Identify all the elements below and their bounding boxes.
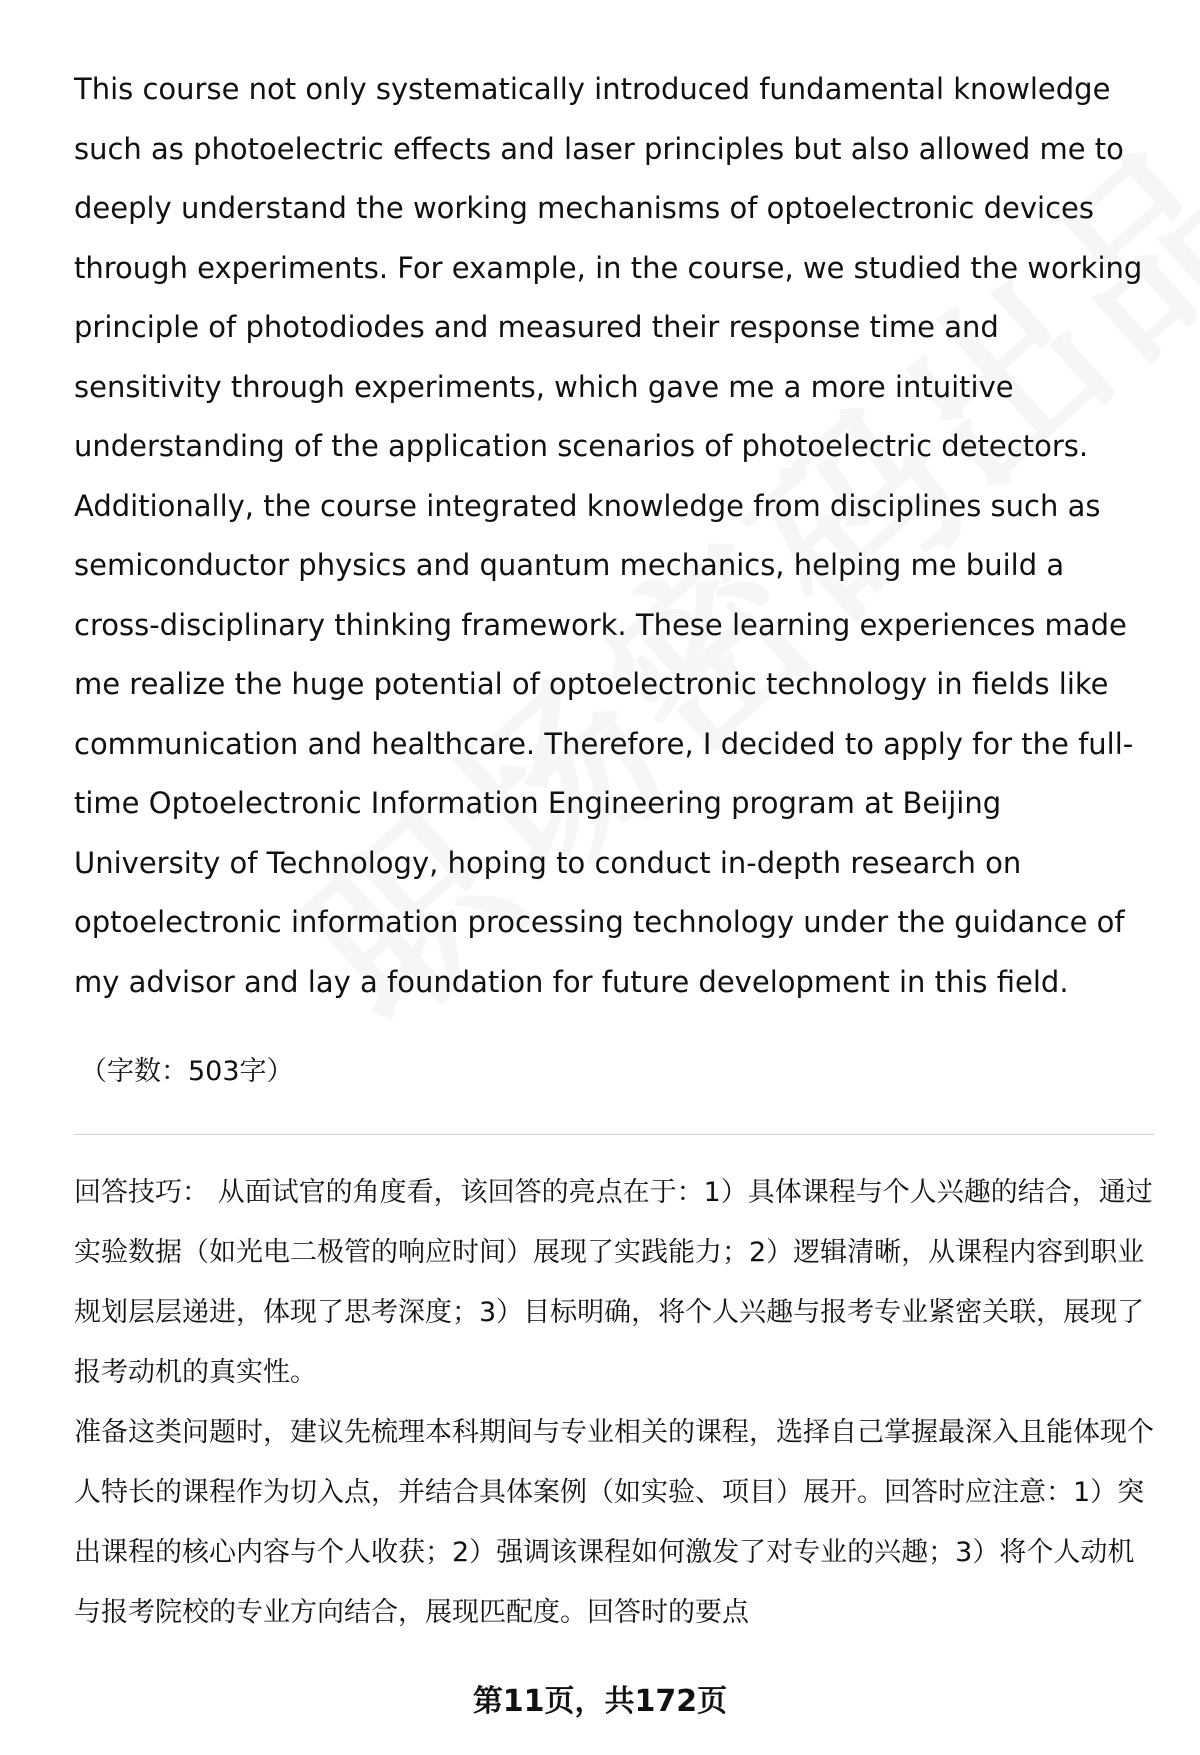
body-paragraph: This course not only systematically introduced fundamental knowledge such as photoelectric effects and laser principles but also allowed me to deeply understand the working mechanisms of optoelectronic devices through experiments. For example, in the course, we studied the working principle of photodiodes and measured their response time and sensitivity through experiments, which gave me a more intuitive understanding of the application scenarios of photoelectric detectors. Additionally, the course integrated knowledge from disciplines such as semiconductor physics and quantum mechanics, helping me build a cross-disciplinary thinking framework. These learning experiences made me realize the huge potential of optoelectronic technology in fields like communication and healthcare. Therefore, I decided to apply for the full-time Optoelectronic Information Engineering program at Beijing University of Technology, hoping to conduct in-depth research on optoelectronic information processing technology under the guidance of my advisor and lay a foundation for future development in this field. <box>74 72 1143 999</box>
document-page <box>74 60 1154 1643</box>
word-count: （字数：503字） <box>80 1056 294 1087</box>
tips-paragraph-2: 准备这类问题时，建议先梳理本科期间与专业相关的课程，选择自己掌握最深入且能体现个人特长的课程作为切入点，并结合具体案例（如实验、项目）展开。回答时应注意：1）突出课程的核心内容与个人收获；2）强调该课程如何激发了对专业的兴趣；3）将个人动机与报考院校的专业方向结合，展现匹配度。回答时的要点 <box>74 1417 1154 1628</box>
tips-paragraph-1: 回答技巧： 从面试官的角度看，该回答的亮点在于：1）具体课程与个人兴趣的结合，通过实验数据（如光电二极管的响应时间）展现了实践能力；2）逻辑清晰，从课程内容到职业规划层层递进，体现了思考深度；3）目标明确，将个人兴趣与报考专业紧密关联，展现了报考动机的真实性。 <box>74 1177 1153 1388</box>
tips-section <box>74 1163 1154 1643</box>
divider <box>74 1134 1154 1135</box>
page-number: 第11页，共172页 <box>472 1684 728 1719</box>
